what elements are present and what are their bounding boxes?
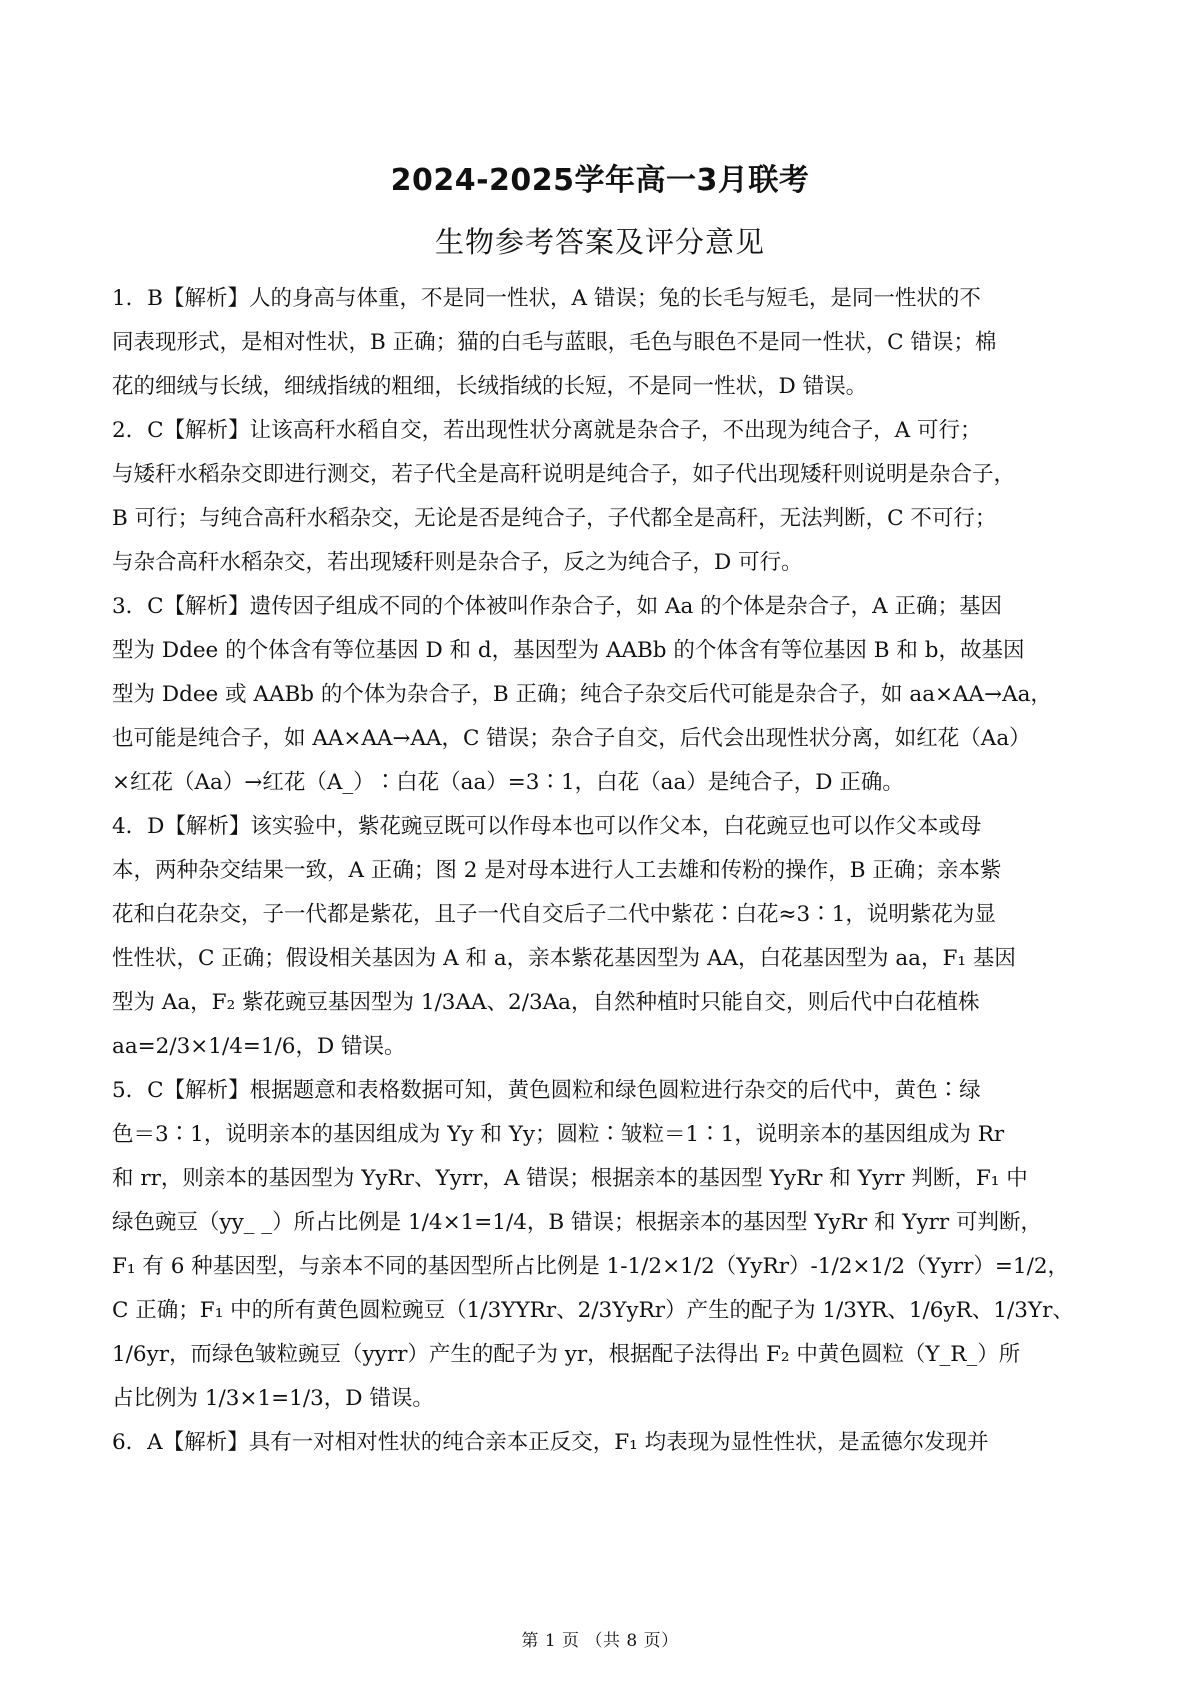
text-line: B 可行；与纯合高秆水稻杂交，无论是否是纯合子，子代都全是高秆，无法判断，C 不可行；	[112, 506, 997, 531]
text-line: 4．D【解析】该实验中，紫花豌豆既可以作母本也可以作父本，白花豌豆也可以作父本或母	[112, 814, 982, 839]
text-line: 2．C【解析】让该高秆水稻自交，若出现性状分离就是杂合子，不出现为纯合子，A 可行；	[112, 418, 982, 443]
text-line: 也可能是纯合子，如 AA×AA→AA，C 错误；杂合子自交，后代会出现性状分离，如红花（Aa）	[112, 726, 1031, 751]
text-line: 1．B【解析】人的身高与体重，不是同一性状，A 错误；兔的长毛与短毛，是同一性状的不	[112, 286, 981, 311]
text-line: 型为 Ddee 或 AABb 的个体为杂合子，B 正确；纯合子杂交后代可能是杂合子，如 aa×AA→Aa，	[112, 682, 1052, 707]
text-line: 型为 Ddee 的个体含有等位基因 D 和 d，基因型为 AABb 的个体含有等位基因 B 和 b，故基因	[112, 638, 1025, 663]
document-subtitle: 生物参考答案及评分意见	[434, 225, 765, 259]
question-4	[112, 805, 1102, 1069]
question-1	[112, 277, 1102, 409]
text-line: 占比例为 1/3×1=1/3，D 错误。	[112, 1386, 434, 1411]
document-title: 2024-2025学年高一3月联考	[390, 163, 810, 198]
text-line: F₁ 有 6 种基因型，与亲本不同的基因型所占比例是 1-1/2×1/2（YyRr）-1/2×1/2（Yyrr）=1/2，	[112, 1254, 1070, 1279]
text-line: 花的细绒与长绒，细绒指绒的粗细，长绒指绒的长短，不是同一性状，D 错误。	[112, 374, 868, 399]
text-line: 6．A【解析】具有一对相对性状的纯合亲本正反交，F₁ 均表现为显性性状，是孟德尔发现并	[112, 1430, 989, 1455]
question-5	[112, 1069, 1102, 1421]
text-line: 和 rr，则亲本的基因型为 YyRr、Yyrr，A 错误；根据亲本的基因型 YyRr 和 Yyrr 判断，F₁ 中	[112, 1166, 1028, 1191]
question-6	[112, 1421, 1102, 1465]
text-line: 同表现形式，是相对性状，B 正确；猫的白毛与蓝眼，毛色与眼色不是同一性状，C 错误；棉	[112, 330, 997, 355]
page-footer: 第 1 页 （共 8 页）	[521, 1631, 679, 1651]
text-line: 本，两种杂交结果一致，A 正确；图 2 是对母本进行人工去雄和传粉的操作，B 正确；亲本紫	[112, 858, 1002, 883]
text-line: 1/6yr，而绿色皱粒豌豆（yyrr）产生的配子为 yr，根据配子法得出 F₂ 中黄色圆粒（Y_R_）所	[112, 1342, 1021, 1367]
text-line: 与矮秆水稻杂交即进行测交，若子代全是高秆说明是纯合子，如子代出现矮秆则说明是杂合子，	[112, 462, 1016, 487]
text-line: 5．C【解析】根据题意和表格数据可知，黄色圆粒和绿色圆粒进行杂交的后代中，黄色∶绿	[112, 1078, 981, 1103]
text-line: 性性状，C 正确；假设相关基因为 A 和 a，亲本紫花基因型为 AA，白花基因型为 aa，F₁ 基因	[112, 946, 1016, 971]
text-line: 色＝3∶1，说明亲本的基因组成为 Yy 和 Yy；圆粒∶皱粒＝1∶1，说明亲本的基因组成为 Rr	[112, 1122, 1005, 1147]
text-line: 3．C【解析】遗传因子组成不同的个体被叫作杂合子，如 Aa 的个体是杂合子，A 正确；基因	[112, 594, 1003, 619]
question-2	[112, 409, 1102, 585]
answer-body	[112, 277, 1102, 1465]
text-line: 花和白花杂交，子一代都是紫花，且子一代自交后子二代中紫花∶白花≈3∶1，说明紫花为显	[112, 902, 996, 927]
text-line: C 正确；F₁ 中的所有黄色圆粒豌豆（1/3YYRr、2/3YyRr）产生的配子为 1/3YR、1/6yR、1/3Yr、	[112, 1298, 1074, 1323]
question-3	[112, 585, 1102, 805]
text-line: 型为 Aa，F₂ 紫花豌豆基因型为 1/3AA、2/3Aa，自然种植时只能自交，则后代中白花植株	[112, 990, 980, 1015]
text-line: ×红花（Aa）→红花（A_）∶白花（aa）=3∶1，白花（aa）是纯合子，D 正确。	[112, 770, 904, 795]
text-line: 绿色豌豆（yy_ _）所占比例是 1/4×1=1/4，B 错误；根据亲本的基因型 YyRr 和 Yyrr 可判断，	[112, 1210, 1043, 1235]
text-line: aa=2/3×1/4=1/6，D 错误。	[112, 1034, 406, 1059]
text-line: 与杂合高秆水稻杂交，若出现矮秆则是杂合子，反之为纯合子，D 可行。	[112, 550, 803, 575]
